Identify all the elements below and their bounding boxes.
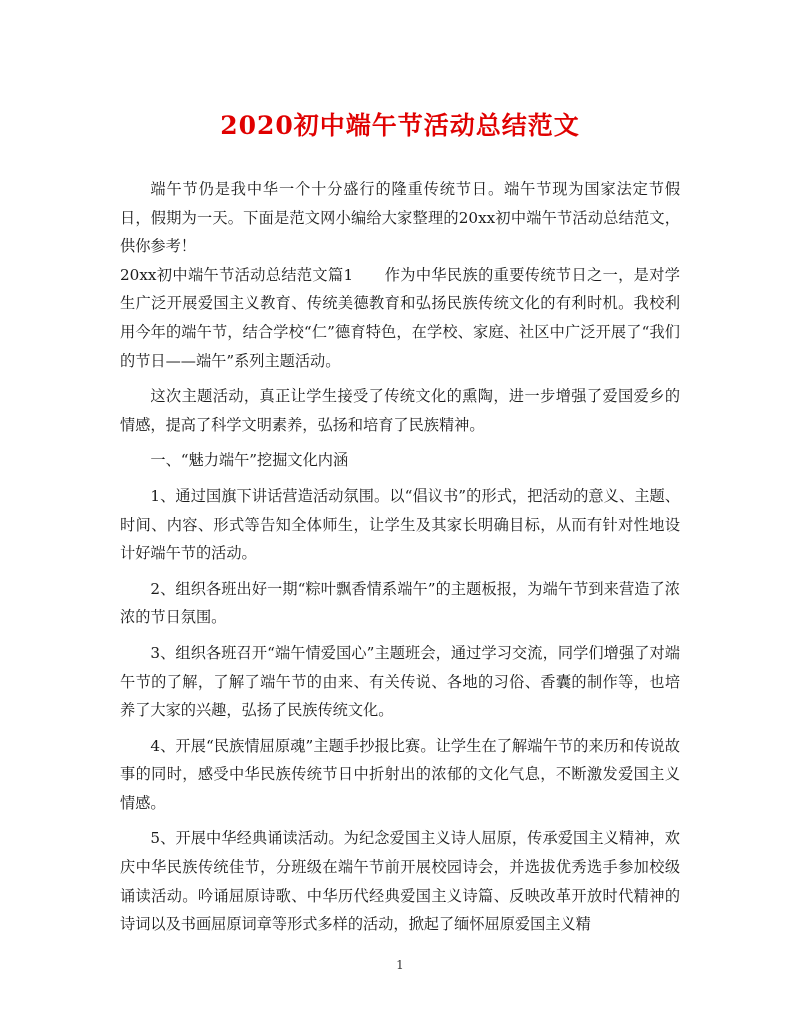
list-item-5: 5、开展中华经典诵读活动。为纪念爱国主义诗人屈原，传承爱国主义精神，欢庆中华民族传统佳节，分班级在端午节前开展校园诗会，并选拔优秀选手参加校级诵读活动。吟诵屈原诗歌、中华历代经典爱国主义诗篇、反映改革开放时代精神的诗词以及书画屈原词章等形式多样的活动，掀起了缅怀屈原爱国主义精 (120, 829, 680, 934)
page-number: 1 (396, 958, 404, 972)
list-item-4: 4、开展“民族情屈原魂”主题手抄报比赛。让学生在了解端午节的来历和传说故事的同时，感受中华民族传统节日中折射出的浓郁的文化气息，不断激发爱国主义情感。 (120, 736, 680, 812)
document-body (120, 175, 680, 939)
section-heading-1: 一、“魅力端午”挖掘文化内涵 (150, 451, 349, 470)
list-item-3: 3、组织各班召开“端午情爱国心”主题班会，通过学习交流，同学们增强了对端午节的了解，了解了端午节的由来、有关传说、各地的习俗、香囊的制作等，也培养了大家的兴趣，弘扬了民族传统文化。 (120, 643, 680, 720)
document-title: 2020初中端午节活动总结范文 (220, 111, 580, 140)
paragraph-theme-summary: 这次主题活动，真正让学生接受了传统文化的熏陶，进一步增强了爱国爱乡的情感，提高了科学文明素养，弘扬和培育了民族精神。 (120, 387, 680, 434)
list-item-2: 2、组织各班出好一期“粽叶飘香情系端午”的主题板报，为端午节到来营造了浓浓的节日氛围。 (120, 579, 680, 627)
paragraph-intro: 端午节仍是我中华一个十分盛行的隆重传统节日。端午节现为国家法定节假日，假期为一天。下面是范文网小编给大家整理的20xx初中端午节活动总结范文，供你参考！ (120, 180, 680, 256)
list-item-1: 1、通过国旗下讲话营造活动氛围。以“倡议书”的形式，把活动的意义、主题、时间、内容、形式等告知全体师生，让学生及其家长明确目标，从而有针对性地设计好端午节的活动。 (120, 486, 680, 563)
paragraph-article-1-opening: 20xx初中端午节活动总结范文篇1 作为中华民族的重要传统节日之一，是对学生广泛开展爱国主义教育、传统美德教育和弘扬民族传统文化的有利时机。我校利用今年的端午节，结合学校“仁”德育特色，在学校、家庭、社区中广泛开展了“我们的节日——端午”系列主题活动。 (120, 265, 680, 370)
